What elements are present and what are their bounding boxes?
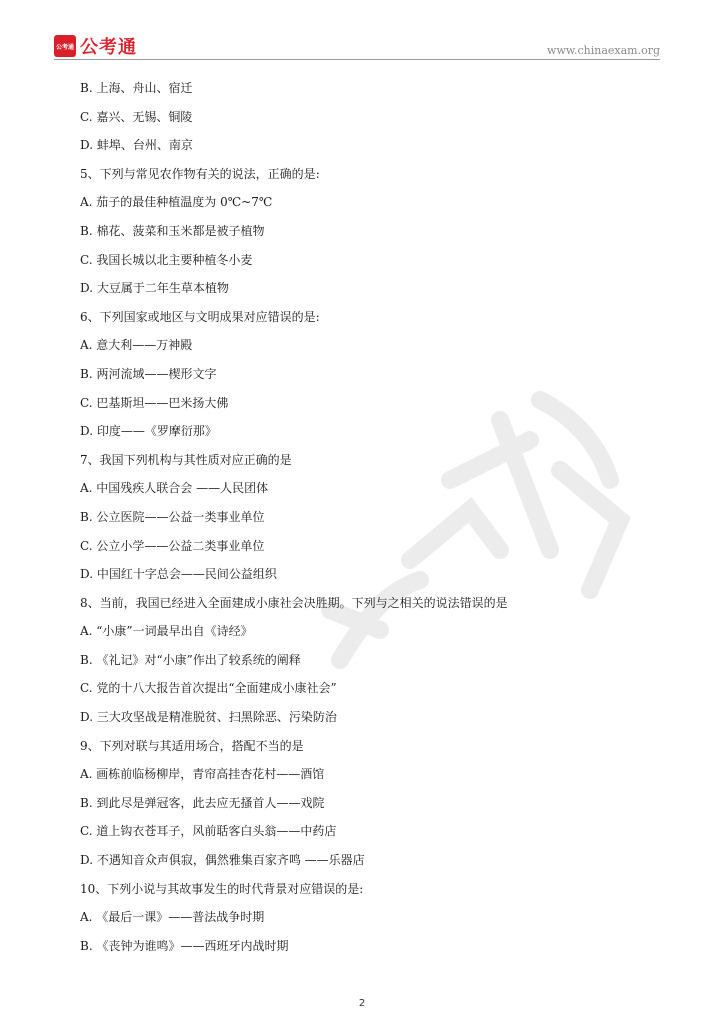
answer-option: D. 中国红十字总会——民间公益组织 (80, 567, 277, 582)
answer-option: C. 党的十八大报告首次提出“全面建成小康社会” (80, 681, 337, 696)
question-stem: 10、下列小说与其故事发生的时代背景对应错误的是: (80, 881, 364, 896)
answer-option: C. 巴基斯坦——巴米扬大佛 (80, 395, 229, 410)
question-stem: 6、下列国家或地区与文明成果对应错误的是: (80, 309, 320, 324)
answer-option: A. 茄子的最佳种植温度为 0℃~7℃ (80, 195, 273, 210)
question-stem: 9、下列对联与其适用场合，搭配不当的是 (80, 738, 304, 753)
answer-option: D. 大豆属于二年生草本植物 (80, 281, 229, 296)
logo-text: 公考通 (80, 37, 137, 58)
answer-option: A. 画栋前临杨柳岸，青帘高挂杏花村——酒馆 (80, 767, 325, 782)
answer-option: A. 中国残疾人联合会 ——人民团体 (80, 481, 269, 496)
answer-option: B. 公立医院——公益一类事业单位 (80, 509, 265, 524)
header-divider (54, 59, 660, 60)
question-stem: 7、我国下列机构与其性质对应正确的是 (80, 452, 292, 467)
answer-option: C. 嘉兴、无锡、铜陵 (80, 109, 193, 124)
answer-option: D. 不遇知音众声俱寂，偶然雅集百家齐鸣 ——乐器店 (80, 853, 365, 868)
answer-option: C. 公立小学——公益二类事业单位 (80, 538, 265, 553)
answer-option: A. 意大利——万神殿 (80, 338, 193, 353)
answer-option: B. 上海、舟山、宿迁 (80, 81, 193, 95)
answer-option: A. “小康”一词最早出自《诗经》 (80, 624, 253, 639)
brand-logo[interactable] (54, 33, 137, 59)
answer-option: D. 印度——《罗摩衍那》 (80, 424, 217, 439)
answer-option: B. 《丧钟为谁鸣》——西班牙内战时期 (80, 938, 289, 953)
answer-option: C. 我国长城以北主要种植冬小麦 (80, 252, 253, 267)
logo-icon: 公考通 (54, 35, 76, 57)
answer-option: D. 三大攻坚战是精准脱贫、扫黑除恶、污染防治 (80, 710, 337, 725)
answer-option: B. 两河流域——楔形文字 (80, 366, 217, 381)
answer-option: A. 《最后一课》——普法战争时期 (80, 910, 265, 925)
answer-option: D. 蚌埠、台州、南京 (80, 138, 193, 153)
answer-option: C. 道上钩衣苍耳子，风前聒客白头翁——中药店 (80, 824, 337, 839)
question-content (80, 78, 660, 964)
answer-option: B. 到此尽是弹冠客，此去应无搔首人——戏院 (80, 795, 325, 810)
page-header (0, 0, 724, 62)
site-url-link[interactable]: www.chinaexam.org (547, 44, 660, 57)
answer-option: B. 《礼记》对“小康”作出了较系统的阐释 (80, 652, 301, 667)
page-number: 2 (358, 998, 366, 1009)
question-stem: 8、当前，我国已经进入全面建成小康社会决胜期。下列与之相关的说法错误的是 (80, 595, 508, 610)
question-stem: 5、下列与常见农作物有关的说法，正确的是: (80, 166, 320, 181)
answer-option: B. 棉花、菠菜和玉米都是被子植物 (80, 223, 265, 238)
